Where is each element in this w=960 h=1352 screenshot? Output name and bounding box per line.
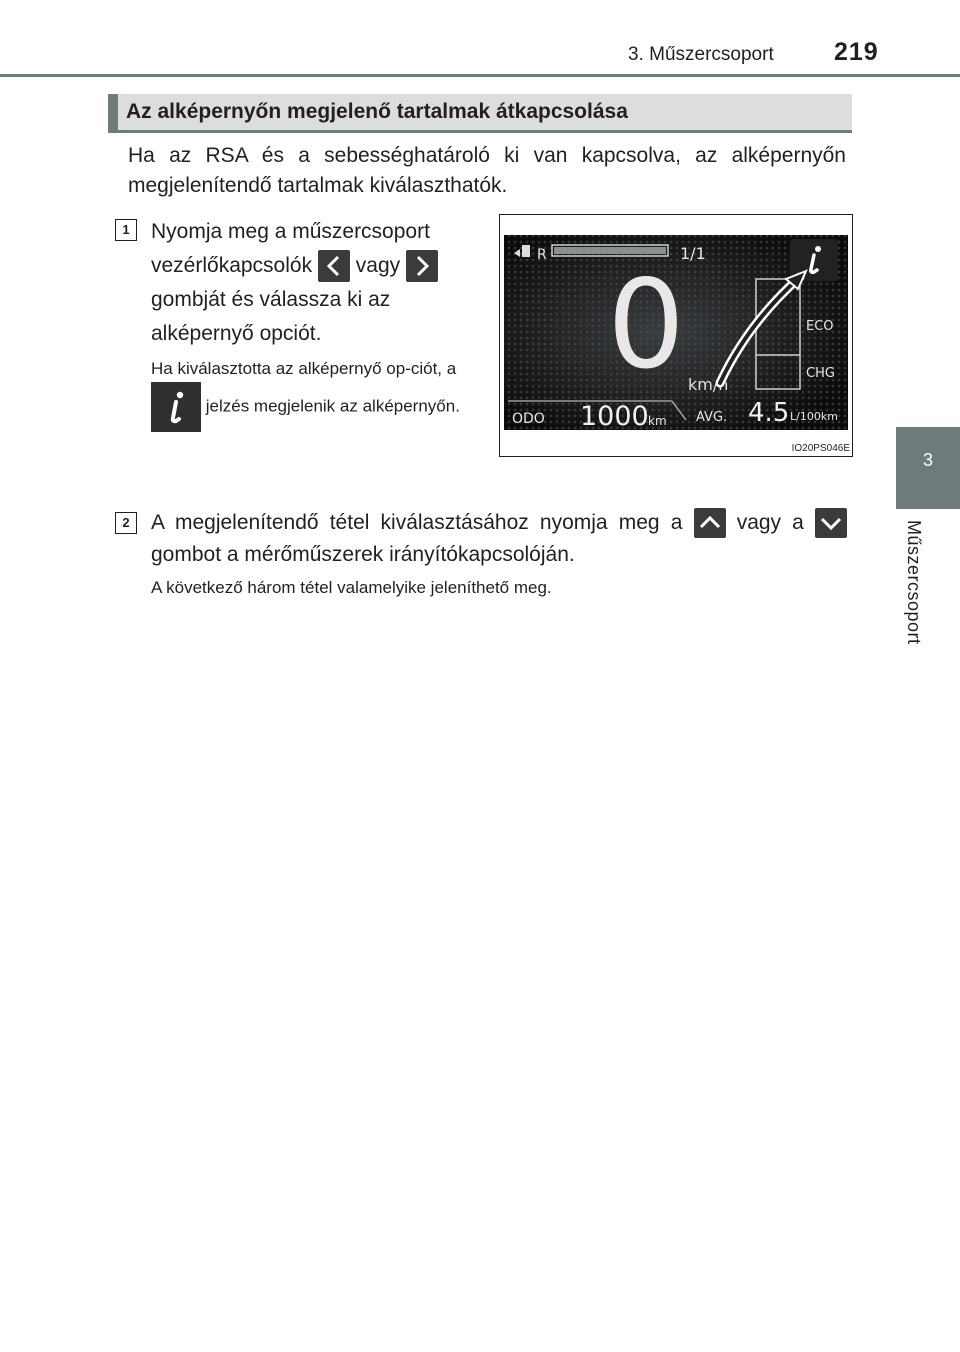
step-1-text-part-c: gombját és válassza ki az alképernyő opciót. <box>151 288 391 345</box>
eco-label: ECO <box>806 319 834 334</box>
figure-code: IO20PS046E <box>791 443 850 454</box>
step-2-number: 2 <box>115 512 137 534</box>
step-2-text-part-b: vagy a <box>736 511 804 534</box>
chapter-side-label: Műszercsoport <box>904 520 924 645</box>
step-2-text-part-a: A megjelenítendő tétel kiválasztásához nyomja meg a <box>151 511 683 534</box>
intro-paragraph: Ha az RSA és a sebességhatároló ki van kapcsolva, az alképernyőn megjelenítendő tartalmak kiválaszthatók. <box>128 144 846 197</box>
step-1-text <box>151 215 481 351</box>
odo-label: ODO <box>512 411 545 427</box>
chevron-left-icon <box>318 250 350 282</box>
instrument-cluster-figure <box>499 214 853 457</box>
speed-value: 0 <box>607 254 685 396</box>
section-title: Az alképernyőn megjelenő tartalmak átkapcsolása <box>126 100 628 123</box>
odo-value: 1000 <box>580 401 649 432</box>
step-2-note: A következő három tétel valamelyike jeleníthető meg. <box>151 578 552 597</box>
step-1-note <box>151 356 479 432</box>
page-number: 219 <box>834 38 879 66</box>
chevron-down-icon <box>815 508 847 538</box>
chapter-side-tab-number: 3 <box>922 450 933 470</box>
step-1-text-part-b: vagy <box>355 254 401 277</box>
speed-unit: km/h <box>688 375 729 394</box>
chevron-right-icon <box>406 250 438 282</box>
gear-indicator: R <box>537 247 547 263</box>
step-1-text-part-a: Nyomja meg a műszercsoport vezérlőkapcsolók <box>151 220 430 277</box>
header-divider <box>0 74 960 77</box>
avg-label: AVG. <box>696 410 728 425</box>
chevron-up-icon <box>694 508 726 538</box>
odo-unit: km <box>648 414 667 428</box>
step-1-note-part-b: jelzés megjelenik az alképernyőn. <box>205 396 460 416</box>
trip-indicator: 1/1 <box>680 244 706 263</box>
chg-label: CHG <box>806 366 835 381</box>
step-1-number: 1 <box>115 219 137 241</box>
step-2-text <box>151 507 847 571</box>
header-chapter-title: 3. Műszercsoport <box>628 44 774 65</box>
instrument-cluster-display <box>500 215 852 456</box>
info-icon <box>151 382 201 432</box>
step-2-text-part-c: gombot a mérőműszerek irányítókapcsolóján. <box>151 543 575 566</box>
avg-value: 4.5 <box>748 398 790 428</box>
avg-unit: L/100km <box>790 410 838 423</box>
step-1-note-part-a: Ha kiválasztotta az alképernyő op-ciót, a <box>151 359 457 378</box>
